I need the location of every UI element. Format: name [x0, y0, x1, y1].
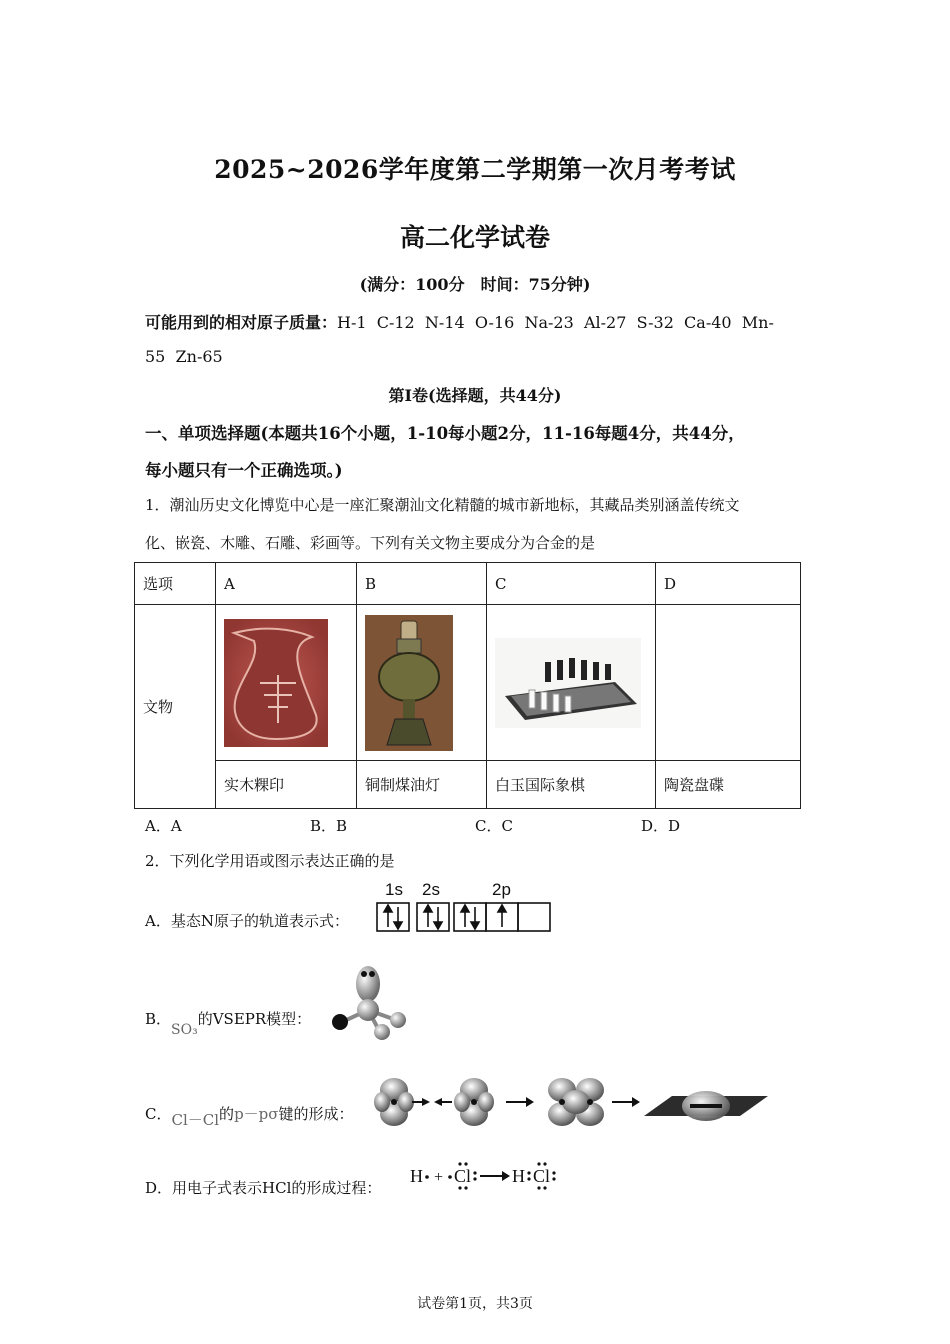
- page-footer: 试卷第1页，共3页: [417, 1296, 533, 1312]
- q2-c-prefix: C．: [145, 1105, 172, 1123]
- orbital-label-2s: 2s: [422, 880, 440, 899]
- hcl-h-atom: H: [410, 1166, 423, 1186]
- chess-set-image: [495, 638, 641, 728]
- so3-formula: SO₃: [171, 1022, 198, 1038]
- exam-subject: 高二化学试卷: [399, 223, 550, 252]
- q2-stem: 2．下列化学用语或图示表达正确的是: [145, 852, 395, 870]
- cl-cl-formula: Cl－Cl: [171, 1111, 220, 1129]
- q2-option-a[interactable]: A．基态N原子的轨道表示式：: [145, 912, 349, 930]
- q1-header-d: D: [656, 563, 801, 605]
- q1-stem-2: 化、嵌瓷、木雕、石雕、彩画等。下列有关文物主要成分为合金的是: [145, 534, 596, 552]
- hcl-product-cl: Cl: [533, 1166, 551, 1186]
- q1-option-a[interactable]: A．A: [145, 817, 182, 835]
- q1-option-d[interactable]: D．D: [641, 817, 681, 835]
- exam-title: 2025~2026学年度第二学期第一次月考考试: [214, 155, 736, 184]
- atomic-mass-line: [145, 310, 774, 333]
- orbital-label-1s: 1s: [385, 880, 403, 899]
- hcl-product-h: H: [512, 1166, 525, 1186]
- q1-header-a: A: [216, 563, 357, 605]
- photo-wood-mold-cell: [216, 605, 357, 761]
- q1-table: [134, 562, 801, 809]
- orbital-diagram: [376, 902, 554, 934]
- photo-lamp-cell: [357, 605, 487, 761]
- photo-chess-cell: [487, 605, 656, 761]
- artifact-name-d: 陶瓷盘碟: [656, 761, 801, 809]
- hcl-plus: +: [434, 1169, 444, 1186]
- q1-header-option: 选项: [135, 563, 216, 605]
- atomic-mass-values: H-1 C-12 N-14 O-16 Na-23 Al-27 S-32 Ca-40 Mn-: [337, 313, 774, 332]
- atomic-mass-label: 可能用到的相对原子质量：: [145, 313, 338, 332]
- so3-vsepr-model: [328, 962, 412, 1042]
- q2-option-b[interactable]: [145, 1008, 312, 1038]
- orbital-label-2p: 2p: [492, 880, 511, 899]
- part-title-1: 一、单项选择题(本题共16个小题，1-10每小题2分，11-16每题4分，共44分，: [145, 424, 745, 443]
- hcl-cl-atom: Cl: [454, 1166, 472, 1186]
- q2-option-c[interactable]: [145, 1103, 354, 1129]
- q1-header-b: B: [357, 563, 487, 605]
- volume-title: 第Ⅰ卷(选择题，共44分): [388, 386, 562, 405]
- q2-c-text: 键的形成：: [278, 1105, 354, 1123]
- artifact-name-a: 实木粿印: [216, 761, 357, 809]
- q1-option-b[interactable]: B．B: [310, 817, 348, 835]
- q1-option-c[interactable]: C．C: [475, 817, 513, 835]
- q1-stem-1: 1．潮汕历史文化博览中心是一座汇聚潮汕文化精髓的城市新地标，其藏品类别涵盖传统文: [145, 496, 740, 514]
- exam-info: (满分：100分 时间：75分钟): [359, 275, 591, 294]
- q2-b-text: 的VSEPR模型：: [197, 1010, 312, 1028]
- q2-c-mid: 的: [219, 1105, 235, 1123]
- oil-lamp-image: [365, 615, 453, 751]
- photo-ceramic-cell: [656, 605, 801, 761]
- q2-option-d[interactable]: D．用电子式表示HCl的形成过程：: [145, 1179, 382, 1197]
- atomic-mass-values-2: 55 Zn-65: [145, 347, 223, 366]
- q1-header-c: C: [487, 563, 656, 605]
- p-p-sigma: p－pσ: [234, 1105, 279, 1123]
- p-p-sigma-bond-diagram: [372, 1076, 768, 1130]
- wood-mold-image: [224, 619, 328, 747]
- q2-b-prefix: B．: [145, 1010, 172, 1028]
- artifact-name-c: 白玉国际象棋: [487, 761, 656, 809]
- q1-row-label: 文物: [135, 605, 216, 809]
- artifact-name-b: 铜制煤油灯: [357, 761, 487, 809]
- part-title-2: 每小题只有一个正确选项。): [145, 461, 343, 480]
- hcl-electron-formation: [408, 1158, 568, 1192]
